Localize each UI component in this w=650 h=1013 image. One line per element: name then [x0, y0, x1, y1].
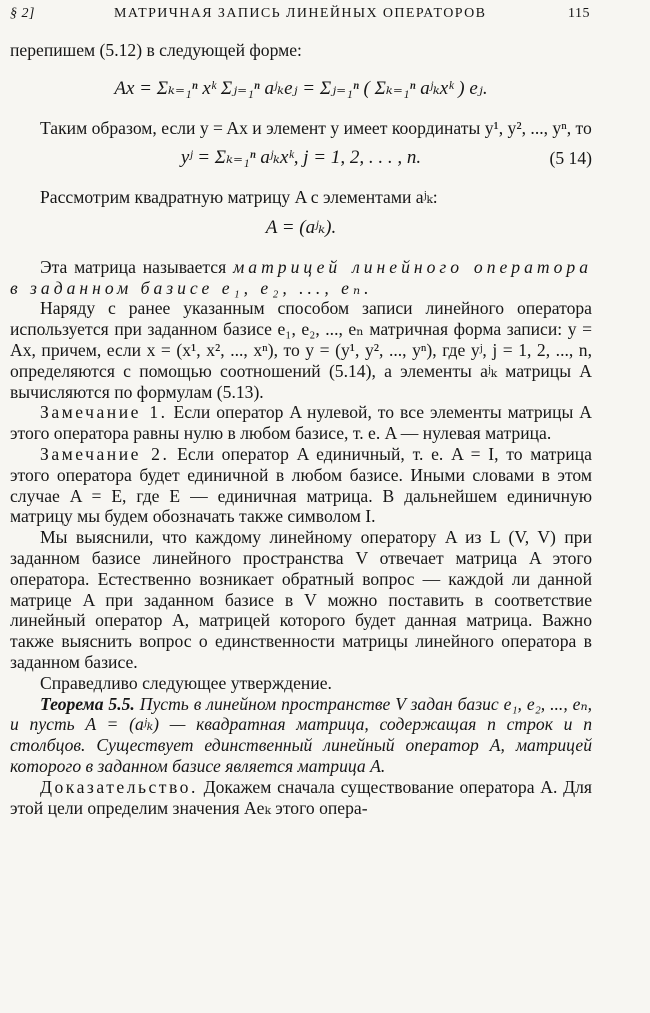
page-number: 115	[568, 6, 590, 21]
running-header	[10, 4, 590, 28]
theorem-5-5	[10, 694, 592, 777]
proof	[10, 777, 592, 819]
paragraph-definition	[10, 257, 592, 299]
remark-1	[10, 402, 592, 444]
remark-2-label: Замечание 2.	[40, 443, 170, 464]
theorem-text: Пусть в линейном пространстве V задан базис e₁, e₂, ..., eₙ, и пусть A = (aʲₖ) — квадратная матрица, содержащая n строк и n столбцов. Существует единственный линейный оператор A, матрицей которого в заданном базисе является матрица A.	[10, 693, 592, 776]
section-marker: § 2]	[10, 6, 35, 21]
paragraph-coordinates: Таким образом, если y = Ax и элемент y имеет координаты y¹, y², ..., yⁿ, то	[40, 117, 592, 138]
paragraph-square-matrix: Рассмотрим квадратную матрицу A с элементами aʲₖ:	[40, 187, 438, 208]
definition-lead: Эта матрица называется	[40, 256, 234, 277]
paragraph-statement: Справедливо следующее утверждение.	[40, 672, 332, 693]
page-body	[10, 40, 592, 818]
remark-1-label: Замечание 1.	[40, 402, 168, 423]
paragraph-inverse-question: Мы выяснили, что каждому линейному оператору A из L (V, V) при заданном базисе линейного пространства V отвечает матрица A этого оператора. Естественно возникает обратный вопрос — каждой ли данной матрице A при заданном базисе в V можно поставить в соответствие линейный оператор A, матрицей которого будет данная матрица. Важно также выяснить вопрос о единственности матрицы линейного оператора в заданном базисе.	[10, 527, 592, 672]
running-title: МАТРИЧНАЯ ЗАПИСЬ ЛИНЕЙНЫХ ОПЕРАТОРОВ	[114, 6, 487, 21]
formula-5-14-body: yʲ = Σₖ₌₁ⁿ aʲₖxᵏ, j = 1, 2, . . . , n.	[180, 147, 422, 169]
formula-5-14	[10, 148, 592, 169]
remark-2	[10, 444, 592, 527]
remark-1-text: Если оператор A нулевой, то все элементы матрицы A этого оператора равны нулю в любом базисе, т. е. A — нулевая матрица.	[10, 402, 592, 444]
intro-line: перепишем (5.12) в следующей форме:	[10, 40, 302, 60]
paragraph-matrix-form: Наряду с ранее указанным способом записи линейного оператора используется при заданном базисе e₁, e₂, ..., eₙ матричная форма записи: y = Ax, причем, если x = (x¹, x², ..., xⁿ), то y = (y¹, y², ..., yⁿ), где yʲ, j = 1, 2, ..., n, определяются с помощью соотношений (5.14), а элементы aʲₖ матрицы A вычисляются по формулам (5.13).	[10, 298, 592, 402]
definition-term: матрицей линейного оператора в заданном базисе e₁, e₂, ..., eₙ.	[10, 256, 592, 298]
proof-label: Доказательство.	[40, 776, 198, 797]
proof-text: Докажем сначала существование оператора A. Для этой цели определим значения Aeₖ этого опера-	[10, 776, 592, 818]
formula-5-13-expansion: Ax = Σₖ₌₁ⁿ xᵏ Σⱼ₌₁ⁿ aʲₖeⱼ = Σⱼ₌₁ⁿ ( Σₖ₌₁ⁿ aʲₖxᵏ ) eⱼ.	[114, 77, 488, 99]
theorem-label: Теорема 5.5.	[40, 693, 135, 714]
formula-matrix-a: A = (aʲₖ).	[265, 216, 337, 238]
remark-2-text: Если оператор A единичный, т. е. A = I, то матрица этого оператора будет единичной в любом базисе. Иными словами в этом случае A = E, где E — единичная матрица. В дальнейшем единичную матрицу мы будем обозначать также символом I.	[10, 443, 592, 527]
equation-number: (5 14)	[549, 148, 592, 169]
